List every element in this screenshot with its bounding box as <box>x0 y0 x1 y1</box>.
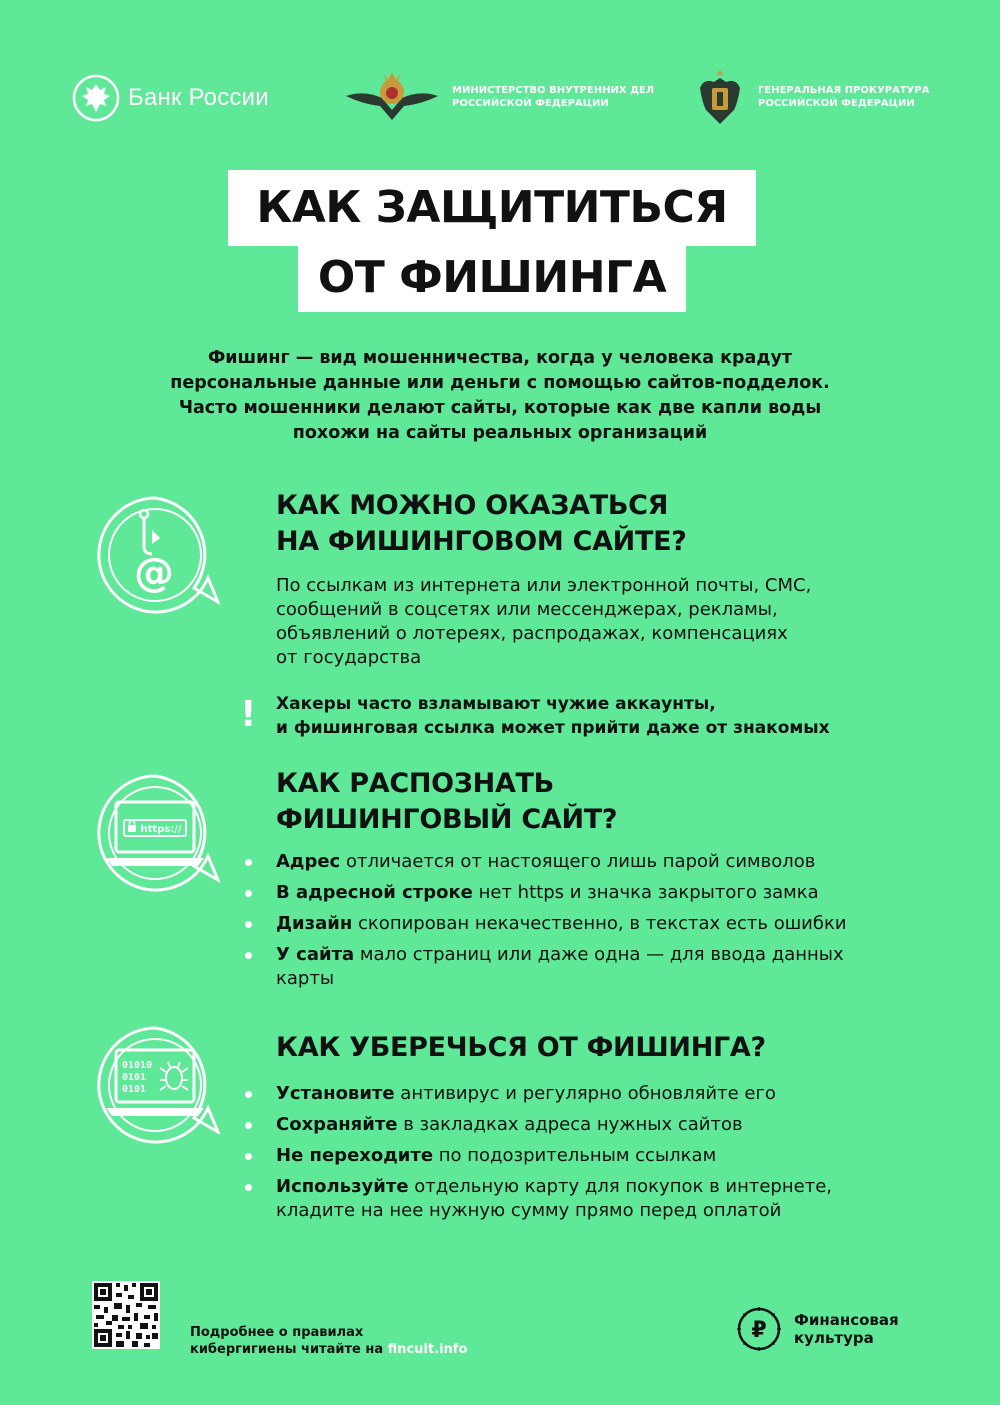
financial-culture-name: Финансовая культура <box>794 1311 899 1347</box>
list-item: Дизайн скопирован некачественно, в текстах есть ошибки <box>276 912 916 936</box>
page-title-line2: ОТ ФИШИНГА <box>317 252 667 303</box>
footer-more-info: Подробнее о правилах кибергигиены читайте на fincult.info <box>190 1325 468 1357</box>
mvd-emblem-icon <box>344 66 440 132</box>
https-label: https:// <box>140 824 182 835</box>
header-logos <box>0 0 1000 150</box>
svg-text:₽: ₽ <box>751 1318 767 1343</box>
section3-list <box>276 1082 916 1230</box>
page-title-line1: КАК ЗАЩИТИТЬСЯ <box>256 182 728 233</box>
fincult-link[interactable]: fincult.info <box>387 1342 468 1357</box>
svg-text:01010: 01010 <box>122 1060 153 1071</box>
section1-heading: КАК МОЖНО ОКАЗАТЬСЯ НА ФИШИНГОВОМ САЙТЕ? <box>276 490 687 557</box>
section3-heading: КАК УБЕРЕЧЬСЯ ОТ ФИШИНГА? <box>276 1032 766 1063</box>
qr-code-icon[interactable] <box>92 1281 160 1349</box>
bank-of-russia-eagle-icon <box>72 74 120 122</box>
financial-culture-ruble-icon <box>736 1306 782 1352</box>
at-sign-text: @ <box>134 550 174 596</box>
section2-heading: КАК РАСПОЗНАТЬ ФИШИНГОВЫЙ САЙТ? <box>276 768 618 835</box>
section1-body: По ссылкам из интернета или электронной почты, СМС, сообщений в соцсетях или мессенджерах, рекламы, объявлений о лотереях, распродажах, компенсациях от государства <box>276 575 812 668</box>
section2-list <box>276 850 916 998</box>
list-item: Используйте отдельную карту для покупок в интернете, кладите на нее нужную сумму прямо перед оплатой <box>276 1175 916 1223</box>
list-item: Сохраняйте в закладках адреса нужных сайтов <box>276 1113 916 1137</box>
prosecutor-general-emblem-icon <box>694 66 746 132</box>
laptop-https-icon <box>90 768 220 898</box>
list-item: Не переходите по подозрительным ссылкам <box>276 1144 916 1168</box>
mvd-name: МИНИСТЕРСТВО ВНУТРЕННИХ ДЕЛ РОССИЙСКОЙ ФЕДЕРАЦИИ <box>452 85 655 109</box>
prosecutor-general-name: ГЕНЕРАЛЬНАЯ ПРОКУРАТУРА РОССИЙСКОЙ ФЕДЕРАЦИИ <box>758 85 930 109</box>
warning-text: Хакеры часто взламывают чужие аккаунты, и фишинговая ссылка может прийти даже от знакомых <box>276 694 830 738</box>
laptop-virus-icon <box>90 1020 220 1150</box>
bank-name: Банк России <box>128 84 269 111</box>
intro-paragraph: Фишинг — вид мошенничества, когда у человека крадут персональные данные или деньги с помощью сайтов-подделок. Часто мошенники делают сайты, которые как две капли воды похожи на сайты реальных организаций <box>170 348 830 443</box>
title-box-line1 <box>228 170 756 246</box>
list-item: Адрес отличается от настоящего лишь парой символов <box>276 850 916 874</box>
list-item: В адресной строке нет https и значка закрытого замка <box>276 881 916 905</box>
title-box-line2 <box>298 246 686 312</box>
phishing-hook-icon <box>90 490 220 620</box>
list-item: У сайта мало страниц или даже одна — для ввода данных карты <box>276 943 916 991</box>
svg-text:0101: 0101 <box>122 1072 147 1083</box>
svg-text:0101: 0101 <box>122 1084 147 1095</box>
list-item: Установите антивирус и регулярно обновляйте его <box>276 1082 916 1106</box>
warning-mark-icon: ! <box>240 694 257 735</box>
